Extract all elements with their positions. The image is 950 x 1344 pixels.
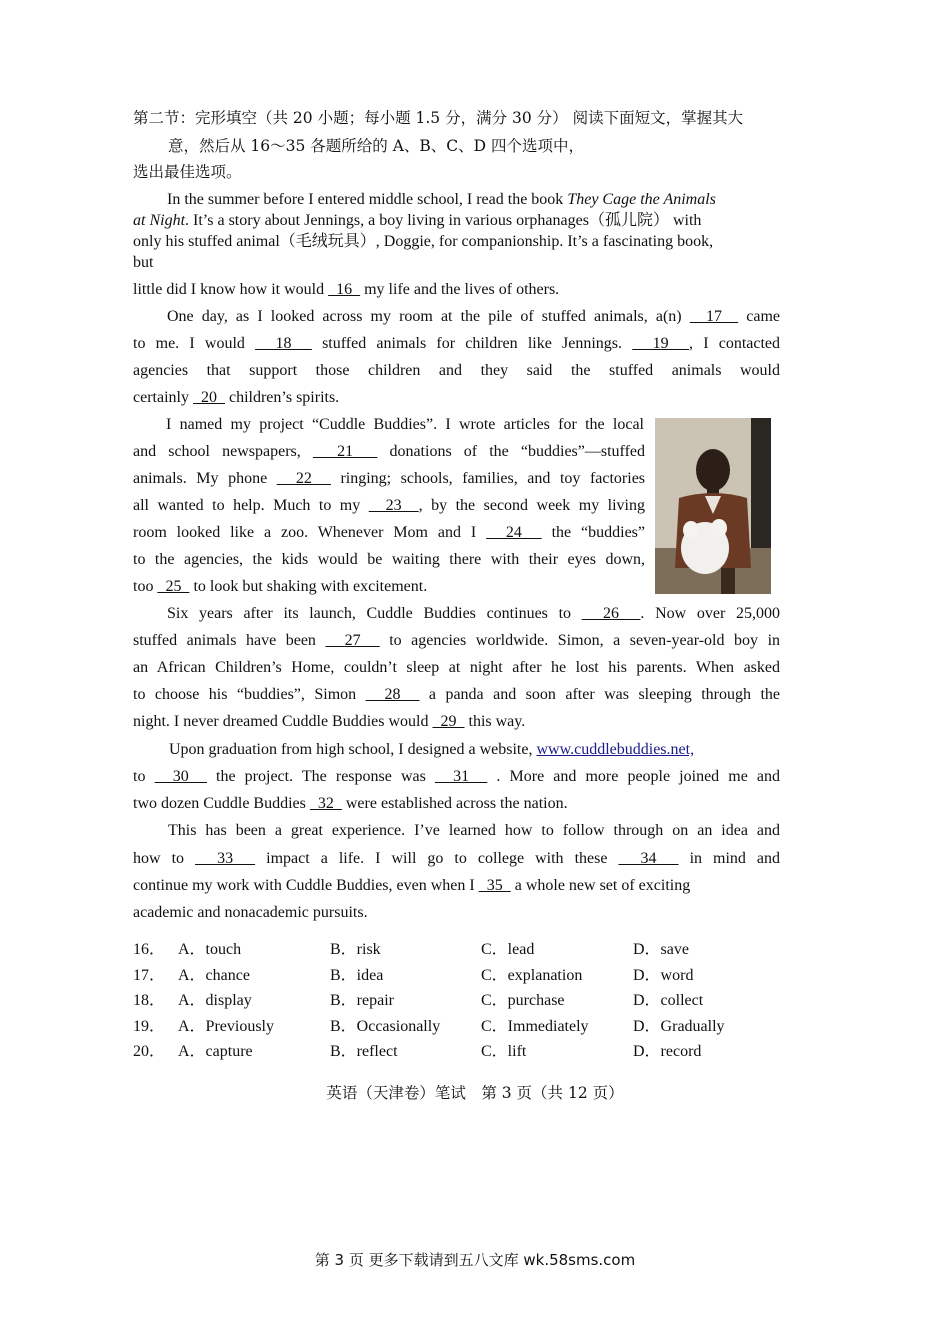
section-title-line-2: 意，然后从 16～35 各题所给的 A、B、C、D 四个选项中，: [168, 137, 585, 155]
option-a: A．Previously: [178, 1018, 275, 1035]
option-a: A．capture: [178, 1043, 253, 1060]
option-b: B．idea: [330, 967, 384, 984]
text: the project. The response was: [206, 768, 435, 785]
section-title-line-3: 选出最佳选项。: [133, 163, 242, 181]
passage-p6-line-3: [133, 876, 690, 896]
text: In the summer before I entered middle school, I read the book: [167, 191, 568, 208]
text: animals. My phone: [133, 470, 277, 487]
option-c: C．purchase: [481, 992, 565, 1009]
text: too: [133, 578, 158, 595]
book-title: at Night: [133, 212, 186, 229]
passage-p2-line-3: agencies that support those children and they said the stuffed animals would: [133, 362, 780, 379]
question-row: [133, 990, 773, 1012]
text: a panda and soon after was sleeping through the: [419, 686, 781, 703]
blank-21: 21: [312, 443, 378, 460]
blank-30: 30: [154, 768, 207, 785]
passage-p5-line-1: [169, 740, 694, 760]
option-d: D．Gradually: [633, 1018, 725, 1035]
passage-p5-line-3: [133, 794, 568, 814]
blank-33: 33: [195, 850, 256, 867]
blank-24: 24: [486, 524, 542, 541]
option-a: A．chance: [178, 967, 250, 984]
text: a whole new set of exciting: [510, 877, 691, 894]
text: came: [738, 308, 781, 325]
text: to agencies worldwide. Simon, a seven-year-old boy in: [379, 632, 781, 649]
passage-p4-line-5: [133, 712, 525, 732]
question-number: 18．: [133, 992, 166, 1009]
text: Upon graduation from high school, I designed a website,: [169, 741, 537, 758]
passage-p3-line-7: [133, 577, 427, 597]
option-a: A．display: [178, 992, 252, 1009]
blank-31: 31: [434, 768, 488, 785]
option-d: D．word: [633, 967, 694, 984]
passage-p3-line-4: [133, 496, 645, 516]
text: and school newspapers,: [133, 443, 313, 460]
question-number: 17．: [133, 967, 166, 984]
text: my life and the lives of others.: [360, 281, 560, 298]
passage-p4-line-4: [133, 685, 780, 705]
question-row: [133, 1041, 773, 1063]
passage-p1-line-5: [133, 280, 559, 300]
passage-p6-line-4: academic and nonacademic pursuits.: [133, 904, 368, 921]
blank-35: 35: [478, 877, 511, 894]
text: room looked like a zoo. Whenever Mom and I: [133, 524, 487, 541]
child-with-stuffed-animal-photo: [655, 418, 771, 594]
text: . It’s a story about Jennings, a boy living in various orphanages（孤儿院） with: [185, 212, 702, 229]
passage-p4-line-1: [167, 604, 780, 624]
passage-p3-line-5: [133, 523, 645, 543]
book-title: They Cage the Animals: [567, 191, 716, 208]
photo-illustration: [655, 418, 771, 594]
passage-p4-line-3: an African Children’s Home, couldn’t sleep at night after he lost his parents. When asked: [133, 659, 780, 676]
section-title-line-1: 第二节：完形填空（共 20 小题；每小题 1.5 分，满分 30 分） 阅读下面短文，掌握其大: [133, 109, 744, 127]
blank-28: 28: [365, 686, 420, 703]
blank-26: 26: [581, 605, 641, 622]
text: the “buddies”: [541, 524, 645, 541]
text: in mind and: [678, 850, 781, 867]
option-d: D．record: [633, 1043, 702, 1060]
text: , by the second week my living: [418, 497, 646, 514]
passage-p2-line-4: [133, 388, 339, 408]
passage-p3-line-3: [133, 469, 645, 489]
blank-18: 18: [255, 335, 312, 352]
question-number: 19．: [133, 1018, 166, 1035]
text: children’s spirits.: [224, 389, 340, 406]
blank-20: 20: [192, 389, 225, 406]
text: donations of the “buddies”—stuffed: [377, 443, 646, 460]
passage-p3-line-1: I named my project “Cuddle Buddies”. I wrote articles for the local: [166, 416, 644, 433]
text: all wanted to help. Much to my: [133, 497, 369, 514]
passage-p3-line-6: to the agencies, the kids would be waiting there with their eyes down,: [133, 551, 645, 568]
passage-p1-line-2: [133, 211, 701, 231]
text: . Now over 25,000: [640, 605, 780, 622]
text: to me. I would: [133, 335, 256, 352]
option-d: D．collect: [633, 992, 704, 1009]
website-link[interactable]: www.cuddlebuddies.net,: [536, 741, 695, 758]
page-footer: 英语（天津卷）笔试 第 3 页（共 12 页）: [326, 1084, 624, 1102]
question-number: 20．: [133, 1043, 166, 1060]
text: this way.: [464, 713, 526, 730]
text: were established across the nation.: [341, 795, 568, 812]
text: how to: [133, 850, 196, 867]
passage-p1-line-3: only his stuffed animal（毛绒玩具）, Doggie, for companionship. It’s a fascinating book,: [133, 233, 714, 250]
option-b: B．repair: [330, 992, 394, 1009]
text: to look but shaking with excitement.: [189, 578, 428, 595]
passage-p6-line-1: This has been a great experience. I’ve learned how to follow through on an idea and: [168, 822, 780, 839]
blank-23: 23: [368, 497, 419, 514]
option-a: A．touch: [178, 941, 242, 958]
option-b: B．Occasionally: [330, 1018, 441, 1035]
text: impact a life. I will go to college with these: [255, 850, 619, 867]
text: continue my work with Cuddle Buddies, even when I: [133, 877, 479, 894]
passage-p6-line-2: [133, 849, 780, 869]
blank-34: 34: [618, 850, 679, 867]
question-row: [133, 1016, 773, 1038]
passage-p4-line-2: [133, 631, 780, 651]
text: to choose his “buddies”, Simon: [133, 686, 366, 703]
text: night. I never dreamed Cuddle Buddies would: [133, 713, 433, 730]
blank-27: 27: [325, 632, 380, 649]
blank-17: 17: [689, 308, 739, 325]
text: two dozen Cuddle Buddies: [133, 795, 310, 812]
blank-25: 25: [157, 578, 190, 595]
blank-19: 19: [632, 335, 690, 352]
option-c: C．Immediately: [481, 1018, 589, 1035]
text: , I contacted: [689, 335, 781, 352]
option-c: C．explanation: [481, 967, 583, 984]
text: stuffed animals for children like Jennings.: [311, 335, 633, 352]
question-row: [133, 965, 773, 987]
blank-32: 32: [309, 795, 342, 812]
blank-29: 29: [432, 713, 465, 730]
text: to: [133, 768, 155, 785]
passage-p5-line-2: [133, 767, 780, 787]
blank-16: 16: [328, 281, 361, 298]
option-b: B．reflect: [330, 1043, 398, 1060]
download-note: 第 3 页 更多下载请到五八文库 wk.58sms.com: [314, 1251, 636, 1269]
passage-p1-line-1: [167, 190, 780, 210]
question-row: [133, 939, 773, 961]
passage-p2-line-2: [133, 334, 780, 354]
text: One day, as I looked across my room at the pile of stuffed animals, a(n): [167, 308, 690, 325]
question-number: 16．: [133, 941, 166, 958]
text: certainly: [133, 389, 193, 406]
passage-p3-line-2: [133, 442, 645, 462]
passage-p2-line-1: [167, 307, 780, 327]
text: . More and more people joined me and: [487, 768, 781, 785]
blank-22: 22: [276, 470, 331, 487]
passage-p1-line-4: but: [133, 254, 154, 271]
option-c: C．lift: [481, 1043, 527, 1060]
text: ringing; schools, families, and toy factories: [330, 470, 646, 487]
option-b: B．risk: [330, 941, 381, 958]
option-d: D．save: [633, 941, 689, 958]
option-c: C．lead: [481, 941, 535, 958]
text: Six years after its launch, Cuddle Buddies continues to: [167, 605, 582, 622]
text: stuffed animals have been: [133, 632, 326, 649]
text: little did I know how it would: [133, 281, 329, 298]
